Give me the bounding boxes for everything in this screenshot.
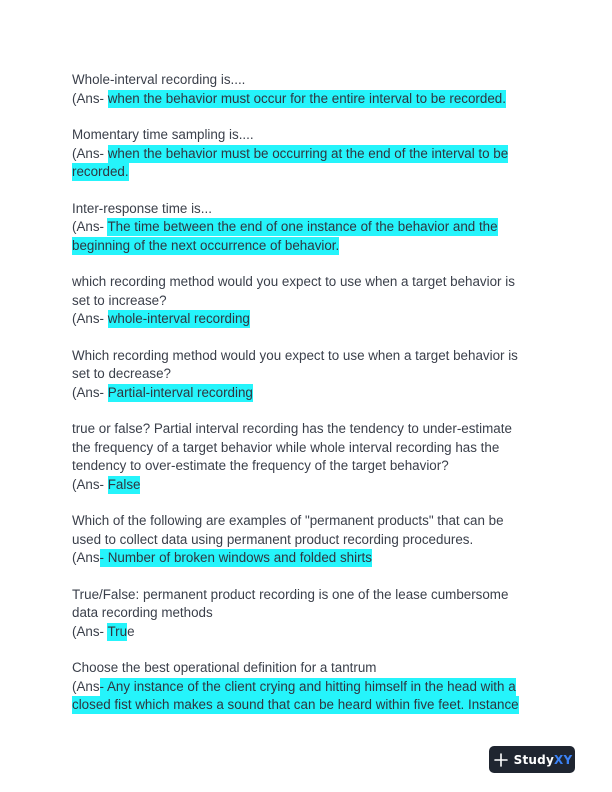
answer-line <box>72 145 542 164</box>
answer-line <box>72 623 542 642</box>
answer-line <box>72 163 542 182</box>
answer-line <box>72 310 542 329</box>
answer-prefix: (Ans <box>72 550 100 565</box>
answer-prefix: (Ans- <box>72 476 108 492</box>
question-line: Whole-interval recording is.... <box>72 72 246 87</box>
question-line: set to increase? <box>72 292 167 308</box>
question-line: used to collect data using permanent product recording procedures. <box>72 531 474 547</box>
brand-name-accent: XY <box>554 752 573 767</box>
question-line: data recording methods <box>72 605 213 620</box>
studyxy-badge[interactable] <box>489 746 575 773</box>
answer-prefix: (Ans- <box>72 384 108 400</box>
answer-line <box>72 678 542 697</box>
answer-suffix: e <box>127 623 135 639</box>
plus-sparkle-icon <box>494 753 508 767</box>
answer-prefix: (Ans <box>72 678 100 694</box>
answer-highlight: - Number of broken windows and folded shirts <box>99 550 372 565</box>
answer-highlight: The time between the end of one instance of the behavior and the <box>107 219 498 234</box>
answer-highlight: recorded. <box>72 164 129 179</box>
question-line: tendency to over-estimate the frequency of the target behavior? <box>72 458 449 473</box>
qa-item <box>72 71 542 108</box>
question-line: true or false? Partial interval recording has the tendency to under-estimate <box>72 421 512 436</box>
answer-highlight: Tru <box>107 623 128 639</box>
answer-highlight: whole-interval recording <box>107 311 250 326</box>
question-line: Momentary time sampling is.... <box>72 127 254 142</box>
question-line: Which recording method would you expect to use when a target behavior is <box>72 347 518 363</box>
brand-name-main: Study <box>513 752 554 767</box>
answer-highlight: when the behavior must be occurring at the end of the interval to be <box>107 145 509 161</box>
qa-item <box>72 512 542 568</box>
answer-highlight: False <box>107 476 141 492</box>
answer-prefix: (Ans- <box>72 145 108 161</box>
qa-item <box>72 347 542 403</box>
answer-line <box>72 549 542 568</box>
answer-line <box>72 384 542 403</box>
qa-item <box>72 659 542 715</box>
question-line: Which of the following are examples of "permanent products" that can be <box>72 513 504 528</box>
answer-line <box>72 696 542 715</box>
answer-prefix: (Ans- <box>72 90 108 106</box>
brand-name <box>514 753 573 767</box>
question-line: True/False: permanent product recording is one of the lease cumbersome <box>72 586 509 602</box>
qa-item <box>72 200 542 256</box>
question-line: the frequency of a target behavior while whole interval recording has the <box>72 439 500 455</box>
qa-item <box>72 420 542 494</box>
document-body <box>72 71 542 733</box>
answer-line <box>72 218 542 237</box>
answer-highlight: when the behavior must occur for the entire interval to be recorded. <box>107 90 506 106</box>
answer-line <box>72 476 542 495</box>
answer-highlight: beginning of the next occurrence of behavior. <box>72 237 340 253</box>
answer-highlight: - Any instance of the client crying and hitting himself in the head with a <box>99 678 516 694</box>
answer-prefix: (Ans- <box>72 623 108 639</box>
answer-line <box>72 90 542 109</box>
qa-item <box>72 273 542 329</box>
question-line: Inter-response time is... <box>72 200 212 216</box>
answer-highlight: Partial-interval recording <box>107 384 253 400</box>
qa-item <box>72 586 542 642</box>
answer-prefix: (Ans- <box>72 219 108 234</box>
answer-line <box>72 237 542 256</box>
question-line: set to decrease? <box>72 366 172 381</box>
qa-item <box>72 126 542 182</box>
answer-highlight: closed fist which makes a sound that can be heard within five feet. Instance <box>72 697 519 712</box>
question-line: which recording method would you expect to use when a target behavior is <box>72 274 515 289</box>
answer-prefix: (Ans- <box>72 311 108 326</box>
question-line: Choose the best operational definition for a tantrum <box>72 660 377 675</box>
